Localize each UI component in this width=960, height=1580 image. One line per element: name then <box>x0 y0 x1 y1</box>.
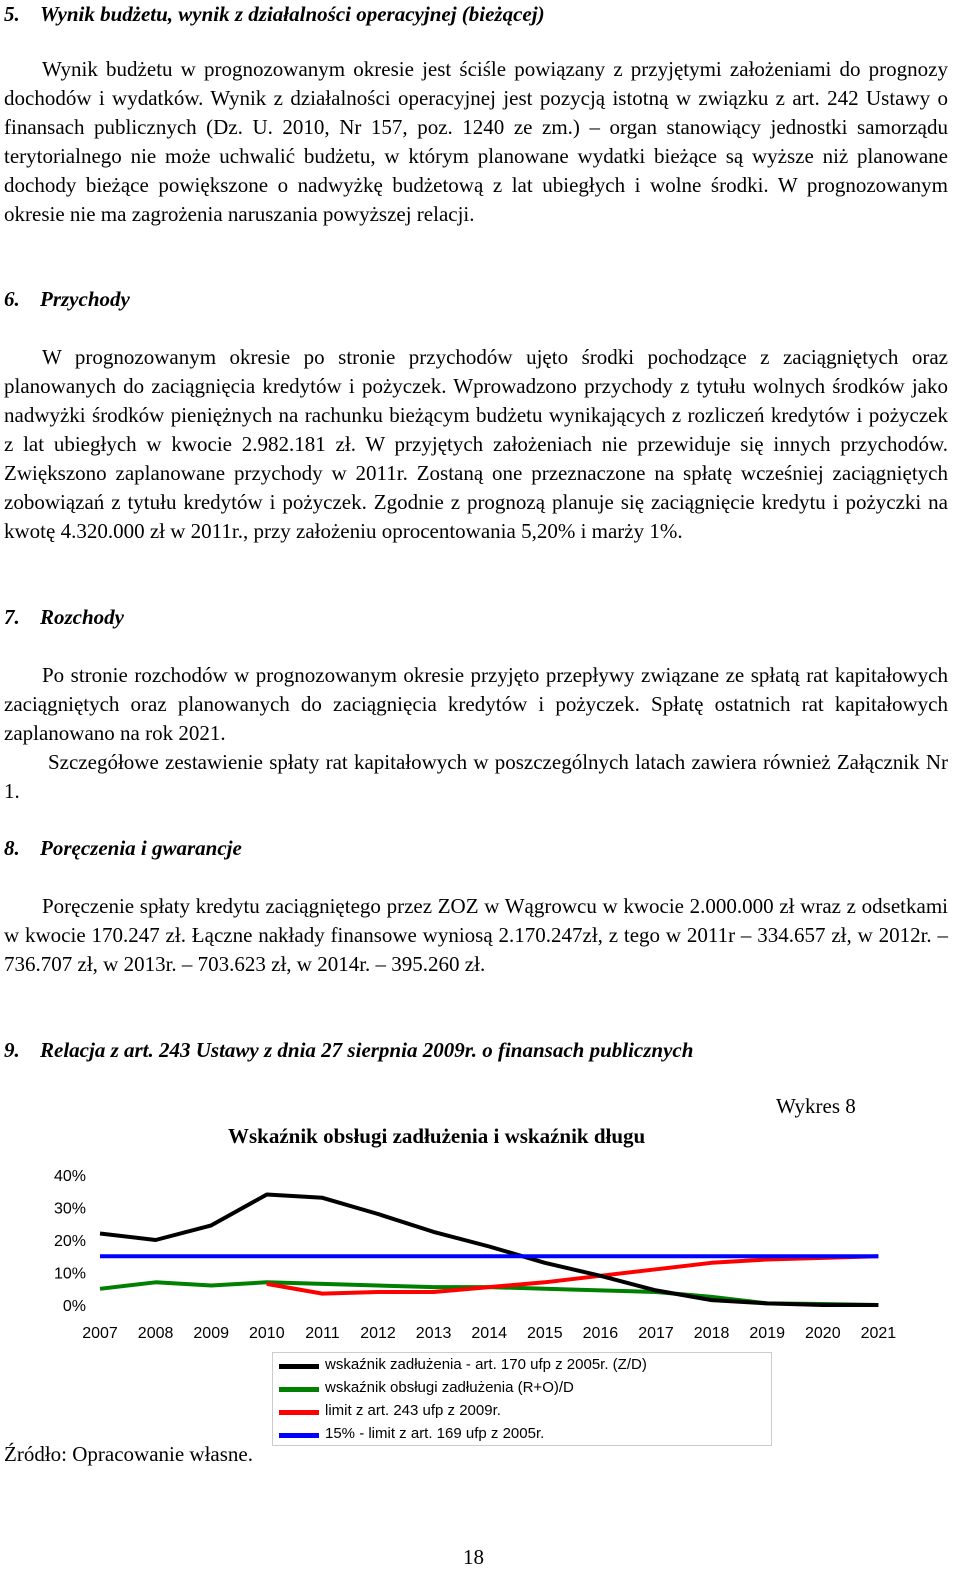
chart-legend <box>272 1352 772 1446</box>
x-tick-label: 2013 <box>415 1325 452 1342</box>
section-7-heading <box>4 605 124 630</box>
section-5-paragraph <box>4 55 948 229</box>
section-title: Relacja z art. 243 Ustawy z dnia 27 sierpnia 2009r. o finansach publicznych <box>40 1038 694 1062</box>
section-6-heading <box>4 287 130 312</box>
page-number: 18 <box>463 1545 484 1569</box>
x-tick-label: 2011 <box>305 1325 340 1342</box>
x-tick-label: 2014 <box>471 1325 507 1342</box>
section-number: 8. <box>4 836 20 860</box>
section-number: 5. <box>4 2 20 26</box>
chart-figure-label: Wykres 8 <box>776 1094 856 1118</box>
section-title: Wynik budżetu, wynik z działalności operacyjnej (bieżącej) <box>40 2 545 26</box>
x-tick-label: 2012 <box>360 1325 396 1342</box>
legend-label: wskaźnik zadłużenia - art. 170 ufp z 2005r. (Z/D) <box>325 1356 647 1373</box>
section-title: Rozchody <box>40 605 124 629</box>
y-tick-label: 10% <box>53 1265 86 1283</box>
y-tick-label: 30% <box>53 1200 86 1218</box>
x-tick-label: 2015 <box>527 1325 563 1342</box>
legend-swatch <box>279 1387 319 1392</box>
legend-swatch <box>279 1433 319 1438</box>
section-6-paragraph <box>4 343 948 546</box>
chart-title: Wskaźnik obsługi zadłużenia i wskaźnik długu <box>228 1124 646 1148</box>
x-tick-label: 2007 <box>82 1325 118 1342</box>
section-9-heading <box>4 1038 693 1063</box>
paragraph-text: Poręczenie spłaty kredytu zaciągniętego przez ZOZ w Wągrowcu w kwocie 2.000.000 zł wraz z odsetkami w kwocie 170.247 zł. Łączne nakłady finansowe wyniosą 2.170.247zł, z tego w 2011r – 334.657 zł, w 2012r. – 736.707 zł, w 2013r. – 703.623 zł, w 2014r. – 395.260 zł. <box>4 894 948 976</box>
section-7-paragraph-1 <box>4 661 948 748</box>
y-tick-label: 0% <box>62 1298 86 1315</box>
section-title: Przychody <box>40 287 130 311</box>
section-8-paragraph <box>4 892 948 979</box>
y-tick-label: 20% <box>53 1233 86 1250</box>
x-tick-label: 2021 <box>860 1325 897 1342</box>
paragraph-text: Szczegółowe zestawienie spłaty rat kapitałowych w poszczególnych latach zawiera również Załącznik Nr 1. <box>4 750 948 803</box>
x-tick-label: 2016 <box>582 1325 619 1342</box>
x-tick-label: 2010 <box>249 1325 285 1342</box>
legend-label: limit z art. 243 ufp z 2009r. <box>325 1402 501 1419</box>
x-tick-label: 2017 <box>638 1325 674 1342</box>
x-tick-label: 2008 <box>137 1325 174 1342</box>
debt-indicator-chart <box>0 1090 960 1450</box>
section-title: Poręczenia i gwarancje <box>40 836 242 860</box>
section-number: 7. <box>4 605 20 629</box>
legend-swatch <box>279 1364 319 1369</box>
legend-label: wskaźnik obsługi zadłużenia (R+O)/D <box>325 1379 574 1396</box>
paragraph-text: Po stronie rozchodów w prognozowanym okresie przyjęto przepływy związane ze spłatą rat kapitałowych zaciągniętych oraz planowanych do zaciągnięcia kredytów i pożyczek. Spłatę ostatnich rat kapitałowych zaplanowano na rok 2021. <box>4 663 948 745</box>
section-number: 6. <box>4 287 20 311</box>
section-8-heading <box>4 836 242 861</box>
x-tick-label: 2019 <box>749 1325 785 1342</box>
x-tick-label: 2018 <box>693 1325 730 1342</box>
section-5-heading <box>4 2 545 27</box>
paragraph-text: W prognozowanym okresie po stronie przychodów ujęto środki pochodzące z zaciągniętych oraz planowanych do zaciągnięcia kredytów i pożyczek. Wprowadzono przychody z tytułu wolnych środków jako nadwyżki środków pieniężnych na rachunku bieżącym budżetu wynikających z rozliczeń kredytów i pożyczek z lat ubiegłych w kwocie 2.982.181 zł. W przyjętych założeniach nie przewiduje się innych przychodów. Zwiększono zaplanowane przychody w 2011r. Zostaną one przeznaczone na spłatę wcześniej zaciągniętych zobowiązań z tytułu kredytów i pożyczek. Zgodnie z prognozą planuje się zaciągnięcie kredytu i pożyczki na kwotę 4.320.000 zł w 2011r., przy założeniu oprocentowania 5,20% i marży 1%. <box>4 345 948 543</box>
section-number: 9. <box>4 1038 20 1062</box>
x-tick-label: 2009 <box>193 1325 229 1342</box>
source-note: Źródło: Opracowanie własne. <box>4 1442 253 1466</box>
y-tick-label: 40% <box>53 1168 86 1185</box>
legend-label: 15% - limit z art. 169 ufp z 2005r. <box>325 1425 545 1442</box>
x-tick-label: 2020 <box>805 1325 841 1342</box>
paragraph-text: Wynik budżetu w prognozowanym okresie jest ściśle powiązany z przyjętymi założeniami do prognozy dochodów i wydatków. Wynik z działalności operacyjnej jest pozycją istotną w związku z art. 242 Ustawy o finansach publicznych (Dz. U. 2010, Nr 157, poz. 1240 ze zm.) – organ stanowiący jednostki samorządu terytorialnego nie może uchwalić budżetu, w którym planowane wydatki bieżące są wyższe niż planowane dochody bieżące powiększone o nadwyżkę budżetową z lat ubiegłych i wolne środki. W prognozowanym okresie nie ma zagrożenia naruszania powyższej relacji. <box>4 57 948 226</box>
legend-swatch <box>279 1410 319 1415</box>
section-7-paragraph-2 <box>4 748 948 806</box>
